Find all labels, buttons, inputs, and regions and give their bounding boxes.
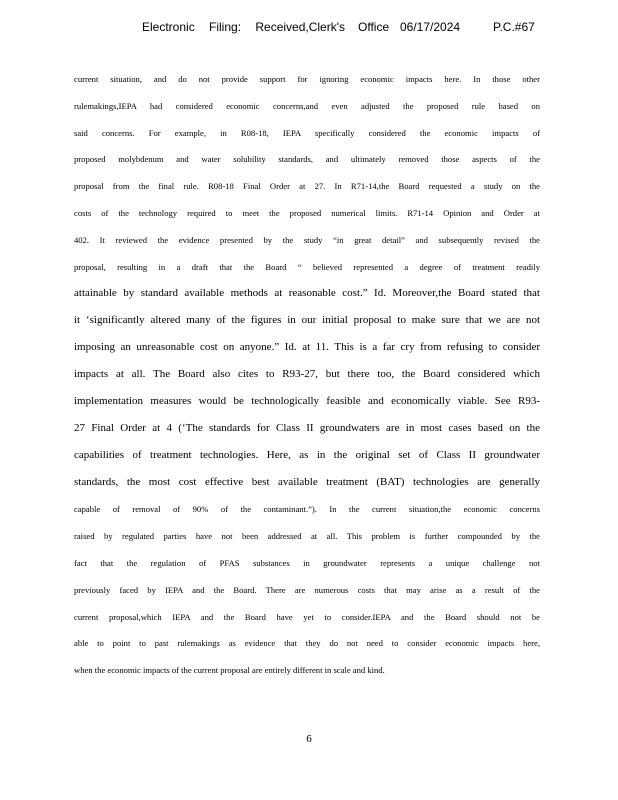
- text-line-13: implementation measures would be technologically feasible and economically viable. See R93-: [74, 395, 540, 408]
- text-line-5: proposal from the final rule. R08-18 Final Order at 27. In R71-14,the Board requested a study on the: [74, 181, 540, 192]
- public-comment-number: P.C.#67: [493, 20, 535, 34]
- text-line-20: previously faced by IEPA and the Board. There are numerous costs that may arise as a result of the: [74, 584, 540, 595]
- text-line-4: proposed molybdenum and water solubility standards, and ultimately removed those aspects of the: [74, 154, 540, 165]
- filing-date: 06/17/2024: [400, 20, 461, 34]
- filing-stamp-office: Office: [358, 20, 390, 34]
- text-line-19: fact that the regulation of PFAS substances in groundwater represents a unique challenge not: [74, 557, 540, 568]
- text-line-7: 402. It reviewed the evidence presented by the study “in great detail” and subsequently revised the: [74, 234, 540, 245]
- text-line-1: current situation, and do not provide support for ignoring economic impacts here. In those other: [74, 74, 540, 84]
- text-line-2: rulemakings,IEPA had considered economic concerns,and even adjusted the proposed rule based on: [74, 100, 540, 111]
- text-line-23: when the economic impacts of the current proposal are entirely different in scale and kind.: [74, 665, 385, 676]
- text-line-8: proposal, resulting in a draft that the Board “ believed represented a degree of treatment readily: [74, 261, 540, 272]
- page-number: 6: [306, 733, 312, 745]
- filing-stamp-text: Electronic Filing: Received,Clerk's: [142, 20, 346, 34]
- text-line-17: capable of removal of 90% of the contaminant.”). In the current situation,the economic concerns: [74, 504, 540, 515]
- filing-stamp-header: [0, 20, 618, 36]
- text-line-21: current proposal,which IEPA and the Board have yet to consider.IEPA and the Board should not be: [74, 611, 540, 622]
- text-line-15: capabilities of treatment technologies. Here, as in the original set of Class II groundwater: [74, 449, 540, 462]
- text-line-10: it ‘significantly altered many of the figures in our initial proposal to make sure that we are not: [74, 314, 540, 327]
- text-line-6: costs of the technology required to meet the proposed numerical limits. R71-14 Opinion and Order at: [74, 207, 540, 218]
- text-line-18: raised by regulated parties have not been addressed at all. This problem is further compounded by the: [74, 531, 540, 542]
- text-line-9: attainable by standard available methods at reasonable cost.” Id. Moreover,the Board stated that: [74, 287, 540, 300]
- text-line-16: standards, the most cost effective best available treatment (BAT) technologies are generally: [74, 476, 540, 489]
- text-line-3: said concerns. For example, in R08-18, IEPA specifically considered the economic impacts of: [74, 127, 540, 138]
- text-line-22: able to point to past rulemakings as evidence that they do not need to consider economic impacts here,: [74, 638, 540, 649]
- text-line-14: 27 Final Order at 4 (‘The standards for Class II groundwaters are in most cases based on the: [74, 422, 540, 435]
- text-line-11: imposing an unreasonable cost on anyone.” Id. at 11. This is a far cry from refusing to consider: [74, 341, 540, 354]
- text-line-12: impacts at all. The Board also cites to R93-27, but there too, the Board considered which: [74, 368, 540, 381]
- document-body: [74, 70, 540, 688]
